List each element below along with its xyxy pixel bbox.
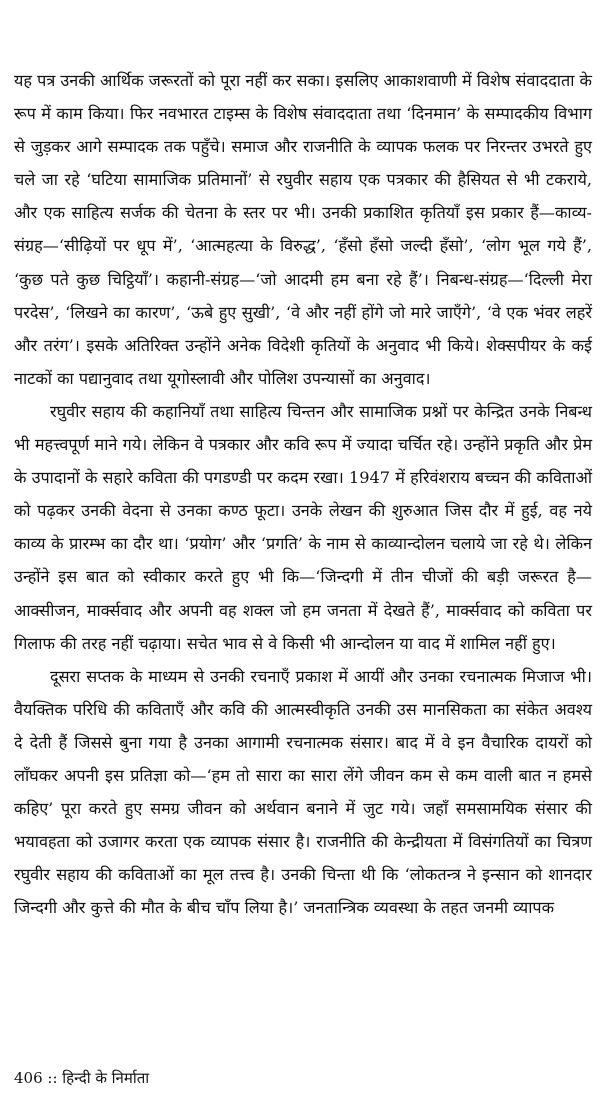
paragraph-works-list: यह पत्र उनकी आर्थिक जरूरतों को पूरा नहीं कर सका। इसलिए आकाशवाणी में विशेष संवाददाता के रूप में काम किया। फिर नवभारत टाइम्स के विशेष संवाददाता तथा ‘दिनमान’ के सम्पादकीय विभाग से जुड़कर आगे सम्पादक तक पहुँचे। समाज और राजनीति के व्यापक फलक पर निरन्तर उभरते हुए चले जा रहे ‘घटिया सामाजिक प्रतिमानों’ से रघुवीर सहाय एक पत्रकार की हैसियत से भी टकराये, और एक साहित्य सर्जक की चेतना के स्तर पर भी। उनकी प्रकाशित कृतियाँ इस प्रकार हैं—काव्य-संग्रह—‘सीढ़ियों पर धूप में’, ‘आत्महत्या के विरुद्ध’, ‘हँसो हँसो जल्दी हँसो’, ‘लोग भूल गये हैं’, ‘कुछ पते कुछ चिट्ठियाँ’। कहानी-संग्रह—‘जो आदमी हम बना रहे हैं’। निबन्ध-संग्रह—‘दिल्ली मेरा परदेस’, ‘लिखने का कारण’, ‘ऊबे हुए सुखी’, ‘वे और नहीं होंगे जो मारे जाएँगे’, ‘वे एक भंवर लहरें और तरंग’। इसके अतिरिक्त उन्होंने अनेक विदेशी कृतियों के अनुवाद भी किये। शेक्सपीयर के कई नाटकों का पद्यानुवाद तथा यूगोस्लावी और पोलिश उपन्यासों का अनुवाद। <box>14 71 592 388</box>
page-footer: 406 :: हिन्दी के निर्माता <box>14 1069 150 1087</box>
paragraph-doosra-saptak: दूसरा सप्तक के माध्यम से उनकी रचनाएँ प्रकाश में आयीं और उनका रचनात्मक मिजाज भी। वैयक्तिक परिधि की कविताएँ और कवि की आत्मस्वीकृति उनकी उस मानसिकता का संकेत अवश्य दे देती हैं जिससे बुना गया है उनका आगामी रचनात्मक संसार। बाद में वे इन वैचारिक दायरों को लाँघकर अपनी इस प्रतिज्ञा को—‘हम तो सारा का सारा लेंगे जीवन कम से कम वाली बात न हमसे कहिए’ पूरा करते हुए समग्र जीवन को अर्थवान बनाने में जुट गये। जहाँ समसामयिक संसार की भयावहता को उजागर करता एक व्यापक संसार है। राजनीति की केन्द्रीयता में विसंगतियों का चित्रण रघुवीर सहाय की कविताओं का मूल तत्त्व है। उनकी चिन्ता थी कि ‘लोकतन्त्र ने इन्सान को शानदार जिन्दगी और कुत्ते की मौत के बीच चाँप लिया है।’ जनतान्त्रिक व्यवस्था के तहत जनमी व्यापक <box>14 666 592 918</box>
page-body <box>14 64 592 924</box>
paragraph-poet-journalist: रघुवीर सहाय की कहानियाँ तथा साहित्य चिन्तन और सामाजिक प्रश्नों पर केन्द्रित उनके निबन्ध भी महत्त्वपूर्ण माने गये। लेकिन वे पत्रकार और कवि रूप में ज्यादा चर्चित रहे। उन्होंने प्रकृति और प्रेम के उपादानों के सहारे कविता की पगडण्डी पर कदम रखा। 1947 में हरिवंशराय बच्चन की कविताओं को पढ़कर उनकी वेदना से उनका कण्ठ फूटा। उनके लेखन की शुरुआत जिस दौर में हुई, वह नये काव्य के प्रारम्भ का दौर था। ‘प्रयोग’ और ‘प्रगति’ के नाम से काव्यान्दोलन चलाये जा रहे थे। लेकिन उन्होंने इस बात को स्वीकार करते हुए भी कि—‘जिन्दगी में तीन चीजों की बड़ी जरूरत है—आक्सीजन, मार्क्सवाद और अपनी वह शक्ल जो हम जनता में देखते हैं’, मार्क्सवाद को कविता पर गिलाफ की तरह नहीं चढ़ाया। सचेत भाव से वे किसी भी आन्दोलन या वाद में शामिल नहीं हुए। <box>14 401 592 653</box>
